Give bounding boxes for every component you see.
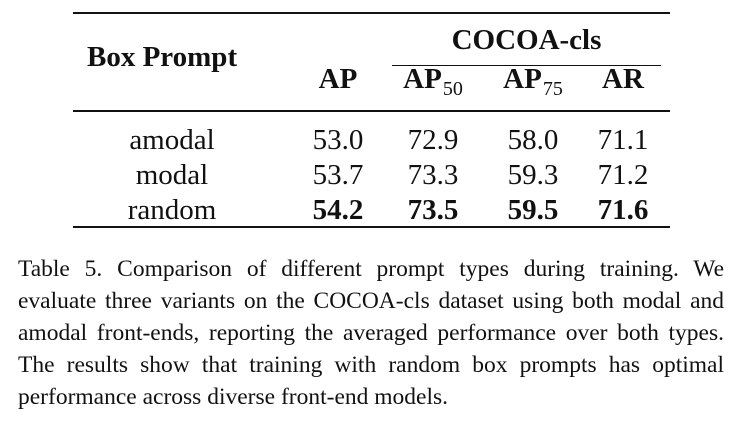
row-label-modal: modal <box>135 159 209 191</box>
column-header-ar <box>583 62 663 96</box>
column-header-ap50-sub: 50 <box>442 78 463 100</box>
column-header-ar-text: AR <box>602 63 644 95</box>
cell-random-ar: 71.6 <box>597 194 649 226</box>
cell-amodal-ap50: 72.9 <box>407 124 459 156</box>
column-header-ap75-text: AP <box>503 63 542 95</box>
column-header-ap-text: AP <box>318 63 358 95</box>
cell-amodal-ar: 71.1 <box>597 124 649 156</box>
cell-modal-ap50: 73.3 <box>407 159 459 191</box>
cell-random-ap50: 73.5 <box>407 194 459 226</box>
column-header-ap50-text: AP <box>403 63 442 95</box>
table-header-rule <box>73 110 670 112</box>
cell-modal-ar: 71.2 <box>597 159 649 191</box>
table-top-rule <box>73 12 670 14</box>
column-header-ap50 <box>383 62 483 99</box>
group-header: COCOA-cls <box>451 24 602 56</box>
table-caption: Table 5. Comparison of different prompt types during training. We evaluate three variants on the COCOA-cls dataset using both modal and amodal front-ends, reporting the averaged performance over both types. The results show that training with random box prompts has optimal performance across diverse front-end models. <box>18 256 724 410</box>
table-bottom-rule <box>73 226 670 228</box>
row-label-random: random <box>127 194 217 226</box>
column-header-ap <box>298 62 378 96</box>
cell-amodal-ap: 53.0 <box>312 124 364 156</box>
cell-modal-ap: 53.7 <box>312 159 364 191</box>
cell-amodal-ap75: 58.0 <box>507 124 559 156</box>
cell-random-ap75: 59.5 <box>507 194 559 226</box>
row-header: Box Prompt <box>87 41 238 73</box>
column-header-ap75 <box>483 62 583 99</box>
column-header-ap75-sub: 75 <box>542 78 563 100</box>
row-label-amodal: amodal <box>129 124 215 156</box>
cell-modal-ap75: 59.3 <box>507 159 559 191</box>
cell-random-ap: 54.2 <box>312 194 364 226</box>
